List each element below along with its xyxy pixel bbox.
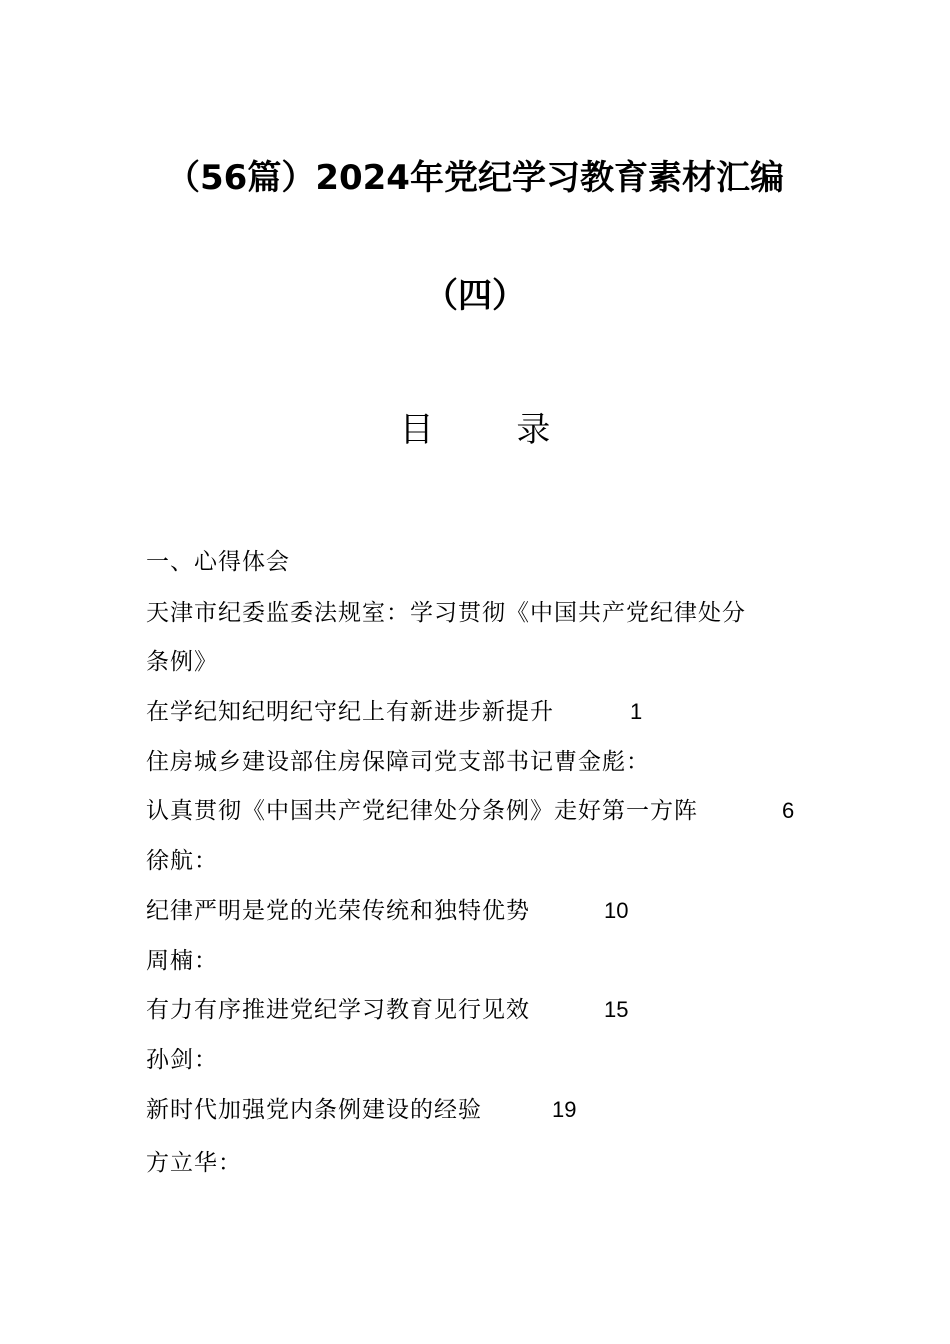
document-subtitle: （四） — [424, 276, 526, 316]
toc-entry-page: 19 — [552, 1097, 577, 1122]
toc-entry-title: 在学纪知纪明纪守纪上有新进步新提升 — [146, 699, 554, 725]
toc-entry-title: 有力有序推进党纪学习教育见行见效 — [146, 997, 530, 1023]
toc-entry-author: 方立华： — [146, 1150, 242, 1176]
toc-entry-author: 住房城乡建设部住房保障司党支部书记曹金彪： — [146, 749, 650, 775]
toc-heading: 目 录 — [399, 410, 587, 450]
toc-entry-title: 认真贯彻《中国共产党纪律处分条例》走好第一方阵 — [146, 798, 698, 824]
toc-entry-title: 新时代加强党内条例建设的经验 — [146, 1097, 482, 1123]
document-title: （56篇）2024年党纪学习教育素材汇编 — [166, 158, 784, 198]
toc-entry-author-continued: 条例》 — [146, 649, 218, 675]
toc-entry-author: 徐航： — [146, 848, 218, 874]
toc-entry-page: 15 — [604, 997, 629, 1022]
toc-entry-author: 周楠： — [146, 948, 218, 974]
toc-entry-page: 1 — [630, 699, 643, 724]
toc-entry-page: 6 — [782, 798, 795, 823]
toc-entry-author: 孙剑： — [146, 1047, 218, 1073]
toc-entry-page: 10 — [604, 898, 629, 923]
toc-entry-title: 纪律严明是党的光荣传统和独特优势 — [146, 898, 530, 924]
toc-section-heading: 一、心得体会 — [146, 549, 290, 575]
toc-entry-author: 天津市纪委监委法规室：学习贯彻《中国共产党纪律处分 — [146, 600, 746, 626]
